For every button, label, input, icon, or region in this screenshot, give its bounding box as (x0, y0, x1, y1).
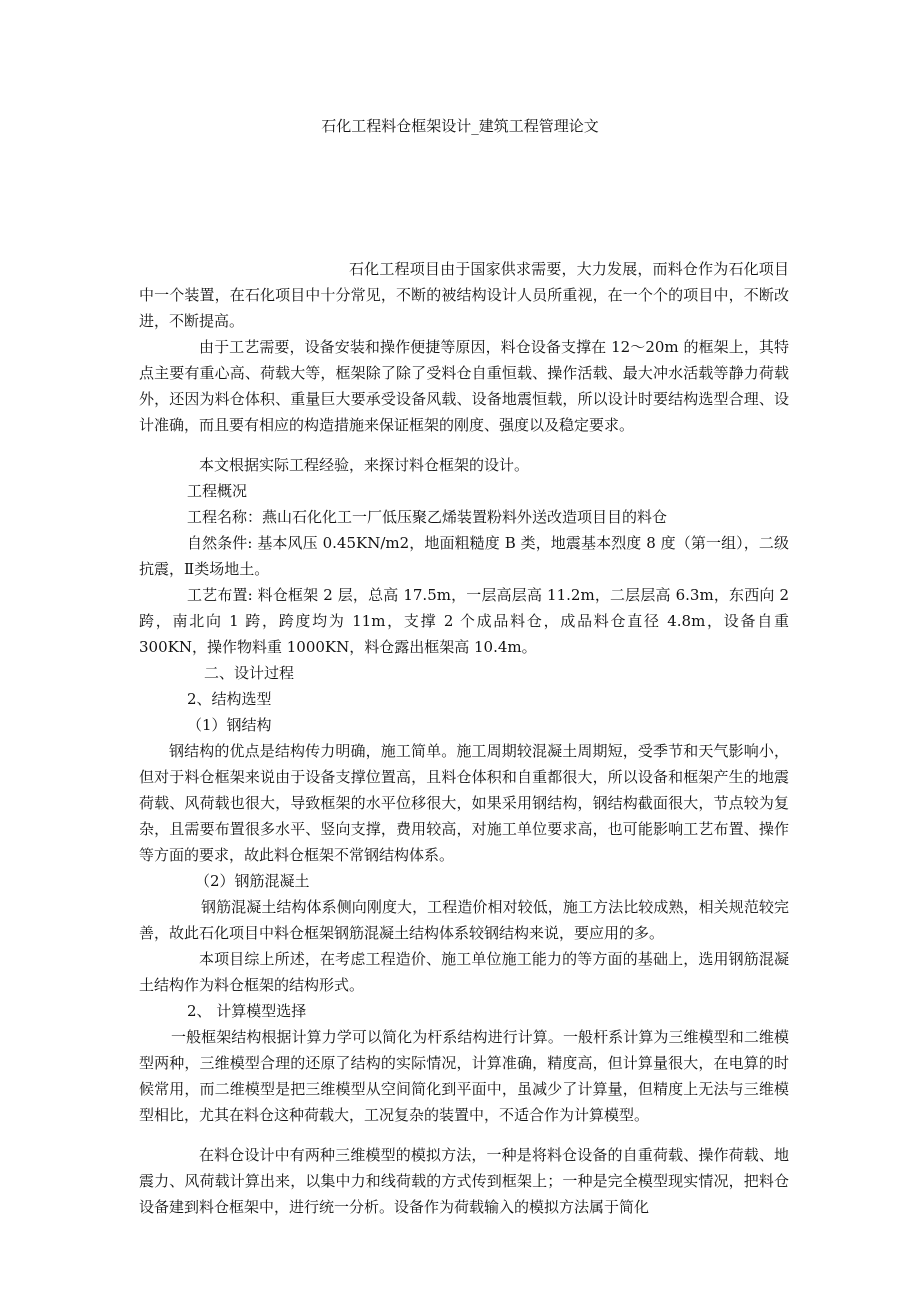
heading-model-selection: 2、 计算模型选择 (187, 1002, 307, 1020)
document-title: 石化工程料仓框架设计_建筑工程管理论文 (321, 117, 599, 135)
paragraph-natural-conditions: 自然条件: 基本风压 0.45KN/m2，地面粗糙度 B 类，地震基本烈度 8 度（第一组），二级抗震，Ⅱ类场地土。 (139, 534, 789, 578)
paragraph-process-layout: 工艺布置: 料仓框架 2 层，总高 17.5m，一层高层高 11.2m，二层层高 6.3m，东西向 2 跨，南北向 1 跨，跨度均为 11m，支撑 2 个成品料仓，成品料仓直径 4.8m，设备自重 300KN，操作物料重 1000KN，料仓露出框架高 10.4m。 (139, 586, 789, 656)
paragraph-process-needs: 由于工艺需要，设备安装和操作便捷等原因，料仓设备支撑在 12～20m 的框架上，其特点主要有重心高、荷载大等，框架除了除了受料仓自重恒载、操作活载、最大冲水活载等静力荷载外，还因为料仓体积、重量巨大要承受设备风载、设备地震恒载，所以设计时要结构选型合理、设计准确，而且要有相应的构造措施来保证框架的刚度、强度以及稳定要求。 (139, 338, 789, 434)
document-body (139, 256, 789, 1220)
paragraph-reinforced-concrete: 钢筋混凝土结构体系侧向刚度大，工程造价相对较低，施工方法比较成熟，相关规范较完善，故此石化项目中料仓框架钢筋混凝土结构体系较钢结构来说，要应用的多。 (139, 898, 789, 942)
heading-design-process: 二、设计过程 (204, 664, 295, 682)
paragraph-simulation-methods: 在料仓设计中有两种三维模型的模拟方法，一种是将料仓设备的自重荷载、操作荷载、地震力、风荷载计算出来，以集中力和线荷载的方式传到框架上；一种是完全模型现实情况，把料仓设备建到料仓框架中，进行统一分析。设备作为荷载输入的模拟方法属于简化 (139, 1146, 789, 1216)
paragraph-structure-conclusion: 本项目综上所述，在考虑工程造价、施工单位施工能力的等方面的基础上，选用钢筋混凝土结构作为料仓框架的结构形式。 (139, 950, 789, 994)
paragraph-purpose: 本文根据实际工程经验，来探讨料仓框架的设计。 (199, 456, 530, 474)
heading-project-overview: 工程概况 (187, 482, 248, 500)
heading-steel-structure: （1）钢结构 (187, 716, 272, 734)
heading-reinforced-concrete: （2）钢筋混凝土 (195, 872, 310, 890)
heading-structure-selection: 2、结构选型 (187, 690, 272, 708)
paragraph-model-selection: 一般框架结构根据计算力学可以简化为杆系结构进行计算。一般杆系计算为三维模型和二维模型两种，三维模型合理的还原了结构的实际情况，计算准确，精度高，但计算量很大，在电算的时候常用，而二维模型是把三维模型从空间简化到平面中，虽减少了计算量，但精度上无法与三维模型相比，尤其在料仓这种荷载大，工况复杂的装置中，不适合作为计算模型。 (139, 1028, 789, 1124)
paragraph-project-name: 工程名称：燕山石化化工一厂低压聚乙烯装置粉料外送改造项目目的料仓 (187, 508, 668, 526)
paragraph-steel-structure: 钢结构的优点是结构传力明确，施工简单。施工周期较混凝土周期短，受季节和天气影响小，但对于料仓框架来说由于设备支撑位置高，且料仓体积和自重都很大，所以设备和框架产生的地震荷载、风荷载也很大，导致框架的水平位移很大，如果采用钢结构，钢结构截面很大，节点较为复杂，且需要布置很多水平、竖向支撑，费用较高，对施工单位要求高，也可能影响工艺布置、操作等方面的要求，故此料仓框架不常钢结构体系。 (139, 742, 789, 864)
paragraph-intro: 石化工程项目由于国家供求需要，大力发展，而料仓作为石化项目中一个装置，在石化项目中十分常见，不断的被结构设计人员所重视，在一个个的项目中，不断改进，不断提高。 (139, 260, 789, 330)
